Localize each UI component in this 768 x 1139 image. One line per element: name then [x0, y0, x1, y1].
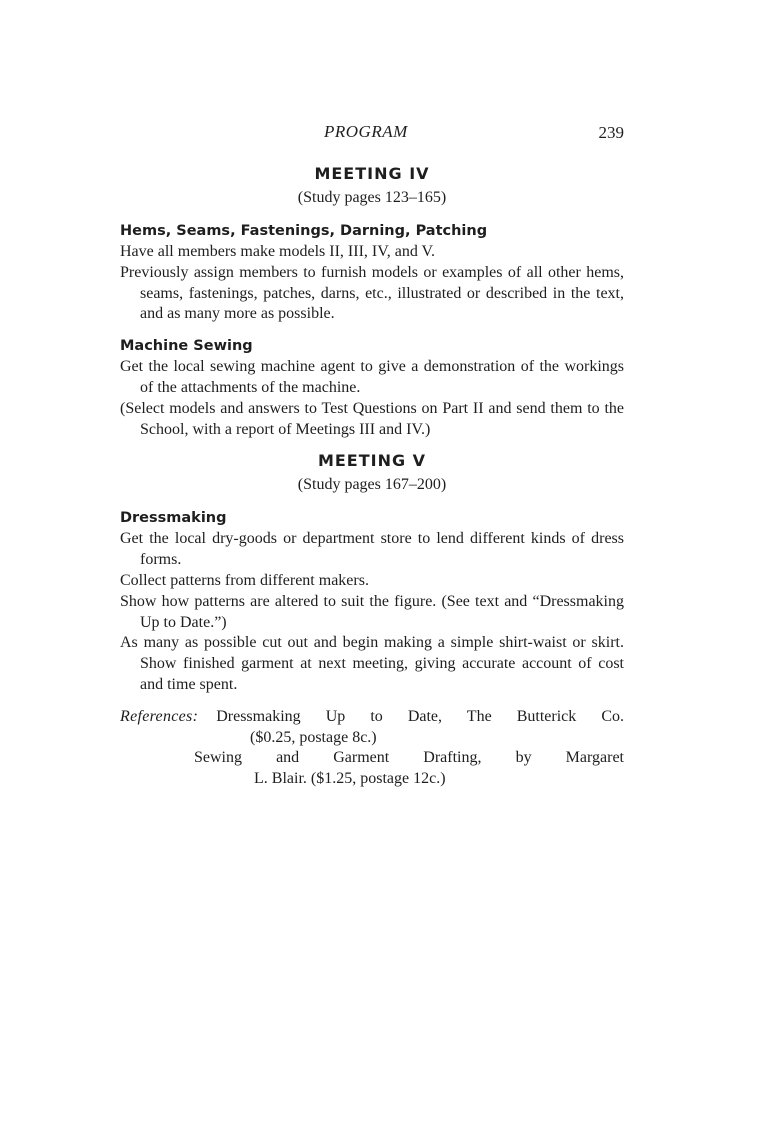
book-page [120, 118, 624, 790]
section-machine-sewing [120, 336, 624, 440]
meeting-iv-study-pages: (Study pages 123–165) [297, 189, 447, 206]
list-item: Get the local dry-goods or department store to lend different kinds of dress forms. [120, 530, 624, 569]
section-hems-seams [120, 221, 624, 325]
section-dressmaking [120, 508, 624, 695]
meeting-v-study-pages: (Study pages 167–200) [297, 476, 447, 494]
references-block [120, 707, 624, 790]
reference-1-title: Dressmaking Up to Date, The Butterick Co. [216, 707, 624, 725]
list-item: Show how patterns are altered to suit the figure. (See text and “Dressmaking Up to Date.”) [120, 592, 624, 631]
list-item: Have all members make models II, III, IV, and V. [120, 243, 436, 260]
list-item: (Select models and answers to Test Questions on Part II and send them to the School, with a report of Meetings III and IV.) [120, 399, 624, 438]
reference-1-price: ($0.25, postage 8c.) [250, 728, 377, 746]
meeting-iv-title: MEETING IV [314, 164, 430, 183]
reference-1 [120, 707, 624, 728]
references-label: References: [120, 707, 199, 725]
page-number: 239 [598, 123, 624, 142]
running-title: PROGRAM [324, 122, 408, 141]
section-heading: Hems, Seams, Fastenings, Darning, Patching [120, 223, 488, 239]
reference-2-price: L. Blair. ($1.25, postage 12c.) [254, 770, 446, 788]
section-heading: Dressmaking [120, 510, 227, 527]
running-head [120, 118, 624, 148]
list-item: Previously assign members to furnish models or examples of all other hems, seams, fastenings, patches, darns, etc., illustrated or described in the text, and as many more as possible. [120, 263, 624, 323]
reference-2-title: Sewing and Garment Drafting, by Margaret [194, 749, 624, 767]
list-item: As many as possible cut out and begin making a simple shirt-waist or skirt. Show finished garment at next meeting, giving accurate account of cost and time spent. [120, 634, 624, 693]
meeting-v-title: MEETING V [317, 451, 427, 471]
list-item: Collect patterns from different makers. [120, 571, 369, 589]
list-item: Get the local sewing machine agent to give a demonstration of the workings of the attachments of the machine. [120, 358, 624, 396]
section-heading: Machine Sewing [120, 338, 253, 355]
